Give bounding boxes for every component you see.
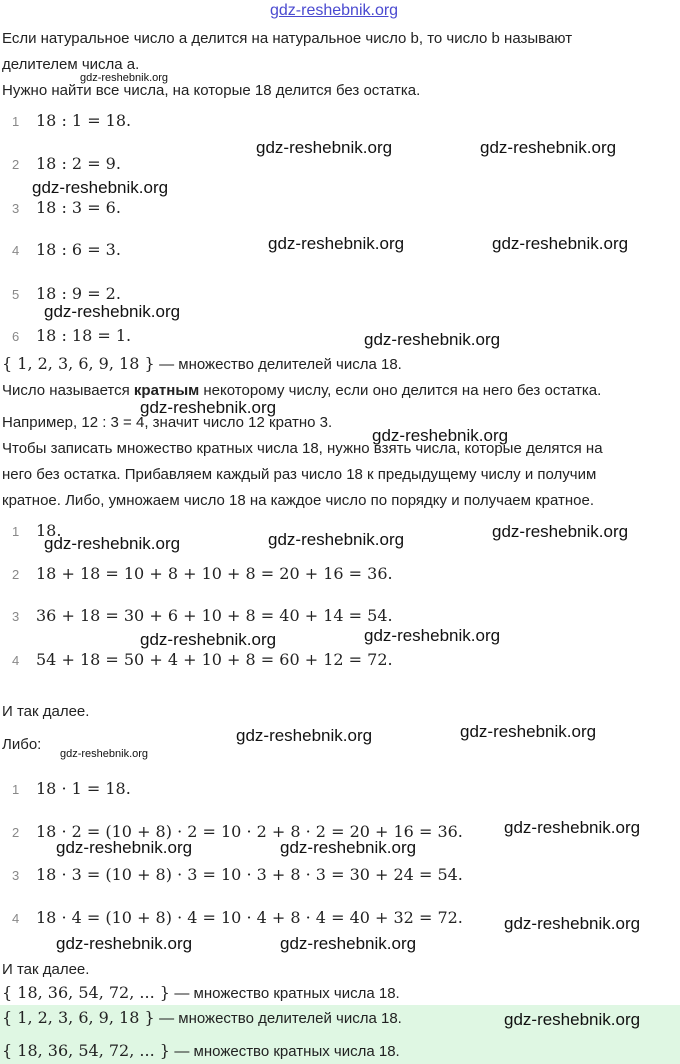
watermark: gdz-reshebnik.org (504, 818, 641, 837)
watermark: gdz-reshebnik.org (56, 838, 193, 857)
watermark: gdz-reshebnik.org (492, 522, 629, 541)
divisor-set: { 1, 2, 3, 6, 9, 18 } (2, 354, 155, 373)
product-expression: 18 · 1 = 18. (36, 779, 131, 798)
product-expression: 18 · 4 = (10 + 8) · 4 = 10 · 4 + 8 · 4 = 40 + 32 = 72. (36, 908, 463, 927)
multiple-definition-end: некоторому числу, если оно делится на него без остатка. (199, 382, 602, 399)
list-item-number: 3 (12, 201, 20, 216)
definition-line-1: Если натуральное число a делится на натуральное число b, то число b называют (2, 30, 573, 47)
definition-line-2: делителем числа a. (2, 56, 140, 73)
example-line: Например, 12 : 3 = 4, значит число 12 кратно 3. (2, 414, 333, 431)
multiple-definition-start: Число называется (2, 382, 134, 399)
list-item-number: 5 (12, 287, 20, 302)
division-expression: 18 : 18 = 1. (36, 326, 132, 345)
watermark: gdz-reshebnik.org (268, 530, 405, 549)
answer-divisor-set-line (2, 1008, 402, 1029)
list-item-number: 1 (12, 524, 20, 539)
answer-multiples-set-line (2, 1041, 400, 1062)
addition-expression: 18 + 18 = 10 + 8 + 10 + 8 = 20 + 16 = 36. (36, 564, 393, 583)
list-item-number: 4 (12, 243, 20, 258)
division-expression: 18 : 3 = 6. (36, 198, 121, 217)
product-expression: 18 · 2 = (10 + 8) · 2 = 10 · 2 + 8 · 2 = 20 + 16 = 36. (36, 822, 463, 841)
watermark-top[interactable]: gdz-reshebnik.org (270, 2, 399, 19)
watermark: gdz-reshebnik.org (44, 534, 181, 553)
watermark: gdz-reshebnik.org (44, 302, 181, 321)
watermark: gdz-reshebnik.org (56, 934, 193, 953)
watermark: gdz-reshebnik.org (460, 722, 597, 741)
watermark: gdz-reshebnik.org (280, 838, 417, 857)
watermark: gdz-reshebnik.org (504, 914, 641, 933)
multiple-definition (2, 381, 601, 401)
list-item-number: 4 (12, 653, 20, 668)
watermark: gdz-reshebnik.org (480, 138, 617, 157)
watermark: gdz-reshebnik.org (492, 234, 629, 253)
multiple-term: кратным (133, 382, 200, 399)
watermark: gdz-reshebnik.org (364, 330, 501, 349)
either-label: Либо: (2, 736, 42, 753)
list-item-number: 2 (12, 157, 20, 172)
list-item-number: 6 (12, 329, 20, 344)
watermark: gdz-reshebnik.org (364, 626, 501, 645)
and-so-on: И так далее. (2, 961, 90, 978)
division-expression: 18 : 1 = 18. (36, 111, 132, 130)
multiples-set-caption: — множество кратных числа 18. (174, 985, 400, 1002)
paragraph-line-1: Чтобы записать множество кратных числа 18, нужно взять числа, которые делятся на (2, 440, 603, 457)
addition-expression: 18. (36, 521, 62, 540)
watermark: gdz-reshebnik.org (60, 748, 149, 760)
answer-divisor-set: { 1, 2, 3, 6, 9, 18 } (2, 1008, 155, 1027)
addition-expression: 36 + 18 = 30 + 6 + 10 + 8 = 40 + 14 = 54. (36, 606, 393, 625)
watermark: gdz-reshebnik.org (236, 726, 373, 745)
and-so-on: И так далее. (2, 703, 90, 720)
answer-divisor-set-caption: — множество делителей числа 18. (159, 1010, 402, 1027)
divisor-set-line (2, 354, 402, 375)
watermark: gdz-reshebnik.org (372, 426, 509, 445)
divisor-set-caption: — множество делителей числа 18. (159, 356, 402, 373)
list-item-number: 3 (12, 609, 20, 624)
watermark: gdz-reshebnik.org (140, 630, 277, 649)
list-item-number: 1 (12, 114, 20, 129)
answer-multiples-set-caption: — множество кратных числа 18. (174, 1043, 400, 1060)
list-item-number: 1 (12, 782, 20, 797)
watermark: gdz-reshebnik.org (32, 178, 169, 197)
answer-multiples-set: { 18, 36, 54, 72, ... } (2, 1041, 170, 1060)
watermark: gdz-reshebnik.org (504, 1010, 641, 1029)
multiples-set-line (2, 983, 400, 1004)
list-item-number: 2 (12, 825, 20, 840)
task-line: Нужно найти все числа, на которые 18 делится без остатка. (2, 82, 421, 99)
watermark: gdz-reshebnik.org (140, 398, 277, 417)
paragraph-line-2: него без остатка. Прибавляем каждый раз число 18 к предыдущему числу и получим (2, 466, 597, 483)
division-expression: 18 : 9 = 2. (36, 284, 121, 303)
paragraph-line-3: кратное. Либо, умножаем число 18 на каждое число по порядку и получаем кратное. (2, 492, 595, 509)
list-item-number: 2 (12, 567, 20, 582)
list-item-number: 4 (12, 911, 20, 926)
list-item-number: 3 (12, 868, 20, 883)
division-expression: 18 : 6 = 3. (36, 240, 121, 259)
watermark: gdz-reshebnik.org (280, 934, 417, 953)
multiples-set: { 18, 36, 54, 72, ... } (2, 983, 170, 1002)
addition-expression: 54 + 18 = 50 + 4 + 10 + 8 = 60 + 12 = 72. (36, 650, 393, 669)
division-expression: 18 : 2 = 9. (36, 154, 121, 173)
product-expression: 18 · 3 = (10 + 8) · 3 = 10 · 3 + 8 · 3 = 30 + 24 = 54. (36, 865, 463, 884)
watermark: gdz-reshebnik.org (268, 234, 405, 253)
watermark: gdz-reshebnik.org (80, 72, 169, 84)
watermark: gdz-reshebnik.org (256, 138, 393, 157)
